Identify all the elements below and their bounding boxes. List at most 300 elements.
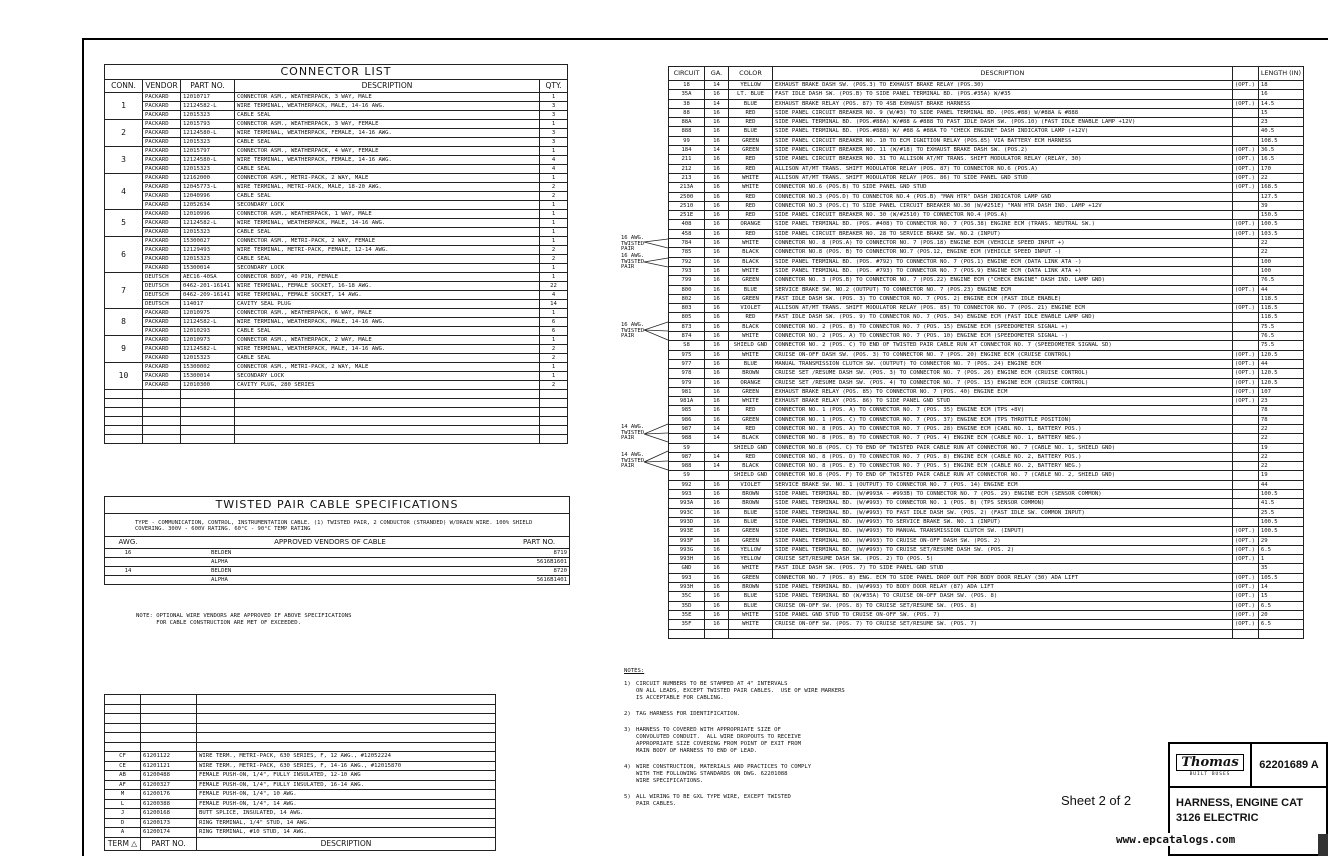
empty-cell [141, 714, 197, 724]
empty-cell [197, 742, 496, 752]
cell-circuit: 35C [669, 592, 705, 601]
cell-description: WIRE TERMINAL, WEATHERPACK, FEMALE, 14-16 AWG. [235, 156, 540, 165]
cell-description: SIDE PANEL TERMINAL BD. (POS. #793) TO CONNECTOR NO. 7 (POS.9) ENGINE ECM (DATA LINK ATA +) [773, 266, 1233, 275]
cell-part: 61200488 [141, 771, 197, 781]
empty-cell [235, 408, 540, 417]
circuit-row [669, 211, 1304, 220]
cell-color: LT. BLUE [729, 90, 773, 99]
cell-circuit: 35A [669, 90, 705, 99]
cell-qty: 1 [540, 264, 568, 273]
circuit-row [669, 201, 1304, 210]
connector-row [105, 102, 568, 111]
empty-row [105, 408, 568, 417]
cell-qty: 1 [540, 219, 568, 228]
cell-color: RED [729, 229, 773, 238]
cell-circuit: 88A [669, 118, 705, 127]
cell-color: WHITE [729, 332, 773, 341]
circuit-row [669, 499, 1304, 508]
cell-opt [1232, 127, 1258, 136]
cell-circuit: 213A [669, 183, 705, 192]
note-text: WIRE CONSTRUCTION, MATERIALS AND PRACTICES TO COMPLY WITH THE FOLLOWING STANDARDS ON DWG. 62201088 WIRE SPECIFICATIONS. [636, 764, 812, 784]
cell-circuit: 18 [669, 81, 705, 90]
empty-cell [105, 408, 143, 417]
cell-desc: FEMALE PUSH-ON, 1/4", FULLY INSULATED, 12-10 AWG [197, 771, 496, 781]
cell-opt [1232, 480, 1258, 489]
note-item [624, 711, 845, 718]
cell-part-no: 12124582-L [181, 345, 235, 354]
cell-desc: FEMALE PUSH-ON, 1/4", 10 AWG. [197, 790, 496, 800]
connector-row [105, 129, 568, 138]
circuit-row [669, 304, 1304, 313]
cell-circuit: 993E [669, 527, 705, 536]
cell-color: WHITE [729, 610, 773, 619]
col-partno: PART NO. [509, 537, 569, 549]
terminal-table [104, 694, 496, 851]
circuit-row [669, 406, 1304, 415]
cell-color: BLACK [729, 322, 773, 331]
cell-vendor: PACKARD [143, 354, 181, 363]
cell-opt: (OPT.) [1232, 304, 1258, 313]
circuit-row [669, 545, 1304, 554]
cell-part-no: 12015323 [181, 228, 235, 237]
cell-opt: (OPT.) [1232, 592, 1258, 601]
cell-description: CONNECTOR BODY, 40 PIN, FEMALE [235, 273, 540, 282]
cell-description: FAST IDLE DASH SW. (POS.B) TO SIDE PANEL TERMINAL BD. (POS.#35A) W/#35 [773, 90, 1233, 99]
circuit-row [669, 294, 1304, 303]
cell-circuit: 988 [669, 434, 705, 443]
connector-row [105, 147, 568, 156]
cell-opt [1232, 406, 1258, 415]
cell-vendor: PACKARD [143, 255, 181, 264]
cell-opt [1232, 564, 1258, 573]
cell-opt: (OPT.) [1232, 99, 1258, 108]
cell-description: CABLE SEAL [235, 354, 540, 363]
cell-qty: 1 [540, 363, 568, 372]
cell-description: CONNECTOR NO. 7 (POS. 8) ENG. ECM TO SIDE PANEL DROP OUT FOR BODY DOOR RELAY (30) ADA LIFT [773, 573, 1233, 582]
circuit-row [669, 387, 1304, 396]
cell-length: 29 [1258, 536, 1303, 545]
cell-circuit: 993A [669, 499, 705, 508]
pair-label: 14 AWG. TWISTED PAIR [621, 424, 645, 441]
cell-description: SERVICE BRAKE SW. NO.2 (OUTPUT) TO CONNECTOR NO. 7 (POS.23) ENGINE ECM [773, 285, 1233, 294]
cell-partno: 8719 [509, 549, 569, 558]
circuit-row [669, 592, 1304, 601]
empty-cell [143, 408, 181, 417]
cell-qty: 1 [540, 237, 568, 246]
cell-color: YELLOW [729, 555, 773, 564]
cell-opt [1232, 508, 1258, 517]
cell-part-no: 15300002 [181, 363, 235, 372]
conn-number: 7 [105, 273, 143, 309]
connector-row [105, 219, 568, 228]
circuit-row [669, 397, 1304, 406]
cell-circuit: 793 [669, 266, 705, 275]
cell-circuit: 981 [669, 387, 705, 396]
empty-cell [105, 390, 143, 399]
circuit-row [669, 508, 1304, 517]
empty-cell [105, 704, 141, 714]
drawing-number: 62201689 A [1252, 744, 1326, 788]
cell-color: BLUE [729, 601, 773, 610]
empty-cell [181, 399, 235, 408]
cell-description: ALLISON AT/MT TRANS. SHIFT MODULATOR RELAY (POS. 85) TO CONNECTOR NO. 7 (POS. 21) ENGINE ECM [773, 304, 1233, 313]
cell-length: 19 [1258, 443, 1303, 452]
cell-circuit: GND [669, 564, 705, 573]
cell-circuit: 987 [669, 424, 705, 433]
cell-qty: 3 [540, 129, 568, 138]
cell-awg: 14 [105, 567, 151, 576]
cell-length: 100.5 [1258, 517, 1303, 526]
connector-row [105, 228, 568, 237]
cell-description: CONNECTOR ASM., WEATHERPACK, 3 WAY, MALE [235, 93, 540, 102]
cell-length: 127.5 [1258, 192, 1303, 201]
cell-circuit: 2510 [669, 201, 705, 210]
circuit-row [669, 620, 1304, 629]
col-desc: DESCRIPTION [235, 80, 540, 93]
cell-ga: 16 [705, 332, 729, 341]
cell-part-no: 12015323 [181, 111, 235, 120]
circuit-row [669, 220, 1304, 229]
cell-opt [1232, 443, 1258, 452]
cell-description: CONNECTOR NO. 2 (POS. B) TO CONNECTOR NO. 7 (POS. 15) ENGINE ECM (SPEEDOMETER SIGNAL +) [773, 322, 1233, 331]
circuit-row [669, 90, 1304, 99]
cell-length: 22 [1258, 434, 1303, 443]
cell-ga: 16 [705, 136, 729, 145]
cell-partno: 5616B1401 [509, 576, 569, 585]
cell-vendor: PACKARD [143, 327, 181, 336]
cell-ga: 16 [705, 397, 729, 406]
cell-part: 61200174 [141, 828, 197, 838]
cell-part-no: 12015793 [181, 120, 235, 129]
cell-circuit: 805 [669, 313, 705, 322]
conn-number: 10 [105, 363, 143, 390]
cell-length: 22 [1258, 173, 1303, 182]
cell-length: 118.5 [1258, 313, 1303, 322]
cell-ga: 14 [705, 434, 729, 443]
empty-cell [105, 417, 143, 426]
cell-part-no: 12129493 [181, 246, 235, 255]
cell-circuit: 975 [669, 350, 705, 359]
cell-opt [1232, 499, 1258, 508]
cell-description: CONNECTOR ASM., METRI-PACK, 2 WAY, MALE [235, 363, 540, 372]
connector-row [105, 300, 568, 309]
cell-description: EXHAUST BRAKE RELAY (POS. 85) TO CONNECTOR NO. 7 (POS. 40) ENGINE ECM [773, 387, 1233, 396]
cell-length: 76.5 [1258, 276, 1303, 285]
cell-description: SIDE PANEL TERMINAL BD. (POS. #408) TO CONNECTOR NO. 7 (POS.38) ENGINE ECM (TRANS. NEUTRAL SW.) [773, 220, 1233, 229]
drawing-title: HARNESS, ENGINE CAT 3126 ELECTRIC [1176, 797, 1303, 824]
twisted-pair-type: TYPE - COMMUNICATION, CONTROL, INSTRUMENTATION CABLE. (1) TWISTED PAIR, 2 CONDUCTOR (STRANDED) W/DRAIN WIRE. 100% SHIELD COVERING. 300V - 600V RATING. 60°C - 90°C TEMP RATING [135, 520, 533, 532]
cell-vendor: ALPHA [151, 558, 509, 567]
terminal-row [105, 818, 496, 828]
cell-ga: 16 [705, 164, 729, 173]
cell-qty: 1 [540, 372, 568, 381]
cell-description: CABLE SEAL [235, 228, 540, 237]
cell-description: SIDE PANEL TERMINAL BD. (POS.#888) W/ #88 & #88A TO "CHECK ENGINE" DASH INDICATOR LAMP (+12V) [773, 127, 1233, 136]
cell-opt: (OPT.) [1232, 146, 1258, 155]
empty-row [105, 704, 496, 714]
cell-circuit: 211 [669, 155, 705, 164]
cell-part-no: 12010975 [181, 309, 235, 318]
circuit-row [669, 517, 1304, 526]
cell-length: 15 [1258, 108, 1303, 117]
cell-color: GREEN [729, 136, 773, 145]
cell-length: 168.5 [1258, 183, 1303, 192]
cell-description: SIDE PANEL CIRCUIT BREAKER NO. 10 TO ECM IGNITION RELAY (POS.85) VIA BATTERY ECM HARNESS [773, 136, 1233, 145]
cell-vendor: PACKARD [143, 210, 181, 219]
cell-length: 78 [1258, 415, 1303, 424]
circuit-row [669, 192, 1304, 201]
empty-row [105, 399, 568, 408]
cell-length: 23 [1258, 118, 1303, 127]
connector-row [105, 282, 568, 291]
cell-description: SIDE PANEL TERMINAL BD. (W/#993) TO FAST IDLE DASH SW. (POS. 2) (FAST IDLE SW. COMMON INPUT) [773, 508, 1233, 517]
cell-length: 44 [1258, 480, 1303, 489]
cell-ga: 16 [705, 573, 729, 582]
empty-cell [141, 695, 197, 705]
cell-color: BLUE [729, 592, 773, 601]
cell-ga: 16 [705, 536, 729, 545]
cell-qty: 2 [540, 354, 568, 363]
cell-ga [705, 443, 729, 452]
cell-length: 22 [1258, 239, 1303, 248]
cell-length: 22 [1258, 452, 1303, 461]
cell-circuit: 993G [669, 545, 705, 554]
cell-circuit: 873 [669, 322, 705, 331]
cell-qty: 2 [540, 183, 568, 192]
cell-desc: WIRE TERM., METRI-PACK, 630 SERIES, F, 14-16 AWG., #12015870 [197, 761, 496, 771]
cell-part-no: 12124580-L [181, 156, 235, 165]
connector-row [105, 255, 568, 264]
cell-qty: 1 [540, 174, 568, 183]
cell-color: GREEN [729, 146, 773, 155]
cell-circuit: 978 [669, 369, 705, 378]
cell-opt [1232, 341, 1258, 350]
circuit-row [669, 257, 1304, 266]
connector-row [105, 336, 568, 345]
connector-list-title: CONNECTOR LIST [104, 64, 568, 79]
cell-circuit: 799 [669, 276, 705, 285]
conn-number: 3 [105, 147, 143, 174]
circuit-row [669, 527, 1304, 536]
terminal-row [105, 790, 496, 800]
empty-cell [181, 408, 235, 417]
cell-opt [1232, 424, 1258, 433]
cell-circuit: 212 [669, 164, 705, 173]
cell-ga: 16 [705, 192, 729, 201]
cell-opt: (OPT.) [1232, 601, 1258, 610]
cell-color: BROWN [729, 490, 773, 499]
cell-part: 61200173 [141, 818, 197, 828]
cell-color: WHITE [729, 173, 773, 182]
cell-desc: FEMALE PUSH-ON, 1/4", FULLY INSULATED, 16-14 AWG. [197, 780, 496, 790]
empty-cell [181, 417, 235, 426]
twisted-pair-row [105, 558, 569, 567]
note-number: 2) [624, 711, 631, 717]
cell-vendor: PACKARD [143, 192, 181, 201]
cell-circuit: S8 [669, 341, 705, 350]
cell-description: CRUISE SET /RESUME DASH SW. (POS. 3) TO CONNECTOR NO. 7 (POS. 26) ENGINE ECM (CRUISE CONTROL) [773, 369, 1233, 378]
cell-qty: 3 [540, 111, 568, 120]
cell-length: 36.5 [1258, 146, 1303, 155]
conn-number: 8 [105, 309, 143, 336]
cell-part-no: 12010300 [181, 381, 235, 390]
cell-description: SIDE PANEL TERMINAL BD. (POS. #792) TO CONNECTOR NO. 7 (POS.1) ENGINE ECM (DATA LINK ATA -) [773, 257, 1233, 266]
cell-desc: RING TERMINAL, 1/4" STUD, 14 AWG. [197, 818, 496, 828]
connector-row [105, 192, 568, 201]
cell-description: CABLE SEAL [235, 111, 540, 120]
cell-description: MANUAL TRANSMISSION CLUTCH SW. (OUTPUT) TO CONNECTOR NO. 7 (POS. 24) ENGINE ECM [773, 359, 1233, 368]
connector-row [105, 93, 568, 102]
cell-description: EXHAUST BRAKE RELAY (POS. 86) TO SIDE PANEL GND STUD [773, 397, 1233, 406]
cell-part-no: 12124582-L [181, 219, 235, 228]
cell-length: 100 [1258, 257, 1303, 266]
cell-description: CONNECTOR NO.3 (POS.D) TO CONNECTOR NO.4 (POS.B) "MAN HTR" DASH INDICATOR LAMP GND [773, 192, 1233, 201]
cell-qty: 2 [540, 345, 568, 354]
cell-qty: 4 [540, 291, 568, 300]
cell-description: CRUISE SET/RESUME DASH SW. (POS. 2) TO (POS. 5) [773, 555, 1233, 564]
note-item [624, 764, 845, 785]
circuit-row [669, 378, 1304, 387]
cell-circuit: 784 [669, 239, 705, 248]
cell-part: 61200168 [141, 809, 197, 819]
cell-ga: 16 [705, 183, 729, 192]
empty-row [105, 733, 496, 743]
cell-ga: 16 [705, 155, 729, 164]
cell-opt [1232, 118, 1258, 127]
cell-part-no: 0462-209-16141 [181, 291, 235, 300]
cell-circuit: 251E [669, 211, 705, 220]
cell-part: 61201121 [141, 761, 197, 771]
cell-qty: 2 [540, 381, 568, 390]
cell-description: CONNECTOR NO. 8 (POS. E) TO CONNECTOR NO. 7 (POS. 5) ENGINE ECM (CABLE NO. 2, BATTERY NEG.) [773, 462, 1233, 471]
cell-ga: 16 [705, 387, 729, 396]
cell-description: WIRE TERMINAL, WEATHERPACK, MALE, 14-16 AWG. [235, 219, 540, 228]
cell-ga: 16 [705, 173, 729, 182]
cell-part-no: 15300014 [181, 264, 235, 273]
connector-row [105, 318, 568, 327]
cell-ga: 16 [705, 480, 729, 489]
terminal-row [105, 752, 496, 762]
cell-description: SIDE PANEL CIRCUIT BREAKER NO. 28 TO SERVICE BRAKE SW. NO.2 (INPUT) [773, 229, 1233, 238]
empty-row [105, 742, 496, 752]
empty-cell [105, 435, 143, 444]
cell-color: GREEN [729, 387, 773, 396]
cell-description: CABLE SEAL [235, 327, 540, 336]
conn-number: 6 [105, 237, 143, 273]
cell-part-no: 12015797 [181, 147, 235, 156]
cell-description: WIRE TERMINAL, WEATHERPACK, MALE, 14-16 AWG. [235, 345, 540, 354]
cell-length: 6.5 [1258, 620, 1303, 629]
connector-row [105, 363, 568, 372]
cell-qty: 1 [540, 120, 568, 129]
cell-ga: 16 [705, 601, 729, 610]
note-text: CIRCUIT NUMBERS TO BE STAMPED AT 4" INTERVALS ON ALL LEADS, EXCEPT TWISTED PAIR CABLES. USE OF WIRE MARKERS IS ACCEPTABLE FOR CABLING. [636, 681, 845, 701]
cell-opt: (OPT.) [1232, 583, 1258, 592]
cell-circuit: 977 [669, 359, 705, 368]
cell-qty: 6 [540, 318, 568, 327]
cell-circuit: 874 [669, 332, 705, 341]
empty-row [105, 714, 496, 724]
pair-label: 16 AWG. TWISTED PAIR [621, 235, 645, 252]
empty-cell [235, 426, 540, 435]
cell-description: WIRE TERMINAL, METRI-PACK, FEMALE, 12-14 AWG. [235, 246, 540, 255]
cell-ga: 16 [705, 610, 729, 619]
connector-row [105, 174, 568, 183]
cell-circuit: 888 [669, 127, 705, 136]
cell-circuit: 785 [669, 248, 705, 257]
circuit-row [669, 118, 1304, 127]
empty-cell [105, 714, 141, 724]
cell-opt: (OPT.) [1232, 220, 1258, 229]
cell-term: J [105, 809, 141, 819]
cell-length: 6.5 [1258, 601, 1303, 610]
cell-opt: (OPT.) [1232, 229, 1258, 238]
circuit-row [669, 239, 1304, 248]
circuit-row [669, 108, 1304, 117]
cell-ga: 16 [705, 406, 729, 415]
connector-row [105, 183, 568, 192]
connector-row [105, 291, 568, 300]
cell-circuit: 993H [669, 583, 705, 592]
cell-ga: 16 [705, 499, 729, 508]
circuit-row [669, 452, 1304, 461]
cell-ga: 16 [705, 266, 729, 275]
cell-ga: 16 [705, 248, 729, 257]
cell-description: WIRE TERMINAL, WEATHERPACK, FEMALE, 14-16 AWG. [235, 129, 540, 138]
empty-row [105, 426, 568, 435]
cell-term: CF [105, 752, 141, 762]
circuit-row [669, 285, 1304, 294]
cell-part: 61201122 [141, 752, 197, 762]
cell-color: GREEN [729, 294, 773, 303]
cell-color: WHITE [729, 350, 773, 359]
cell-part: 61200388 [141, 799, 197, 809]
cell-desc: RING TERMINAL, #10 STUD, 14 AWG. [197, 828, 496, 838]
cell-term: L [105, 799, 141, 809]
cell-length: 15 [1258, 592, 1303, 601]
col-opt [1232, 67, 1258, 81]
circuit-row [669, 229, 1304, 238]
cell-circuit: 992 [669, 480, 705, 489]
cell-vendor: PACKARD [143, 246, 181, 255]
cell-color: GREEN [729, 415, 773, 424]
note-number: 1) [624, 681, 631, 687]
cell-circuit: 988 [669, 462, 705, 471]
empty-cell [235, 435, 540, 444]
cell-description: CABLE SEAL [235, 165, 540, 174]
cell-description: SIDE PANEL TERMINAL BD. (W/#993) TO MANUAL TRANSMISSION CLUTCH SW. (INPUT) [773, 527, 1233, 536]
cell-part-no: 12015323 [181, 138, 235, 147]
cell-length: 120.5 [1258, 350, 1303, 359]
empty-cell [1258, 629, 1303, 638]
cell-description: CABLE SEAL [235, 138, 540, 147]
cell-description: SIDE PANEL CIRCUIT BREAKER NO. 11 (W/#18) TO EXHAUST BRAKE DASH SW. (POS.2) [773, 146, 1233, 155]
cell-ga: 16 [705, 517, 729, 526]
cell-length: 14.5 [1258, 99, 1303, 108]
cell-circuit: 802 [669, 294, 705, 303]
note-number: 4) [624, 764, 631, 770]
circuit-row [669, 443, 1304, 452]
cell-circuit: 35D [669, 601, 705, 610]
cell-opt [1232, 266, 1258, 275]
cell-color: BLUE [729, 127, 773, 136]
cell-qty: 1 [540, 147, 568, 156]
cell-ga: 16 [705, 118, 729, 127]
cell-ga: 16 [705, 257, 729, 266]
cell-length: 100.5 [1258, 490, 1303, 499]
cell-color: RED [729, 192, 773, 201]
cell-description: CABLE SEAL [235, 255, 540, 264]
